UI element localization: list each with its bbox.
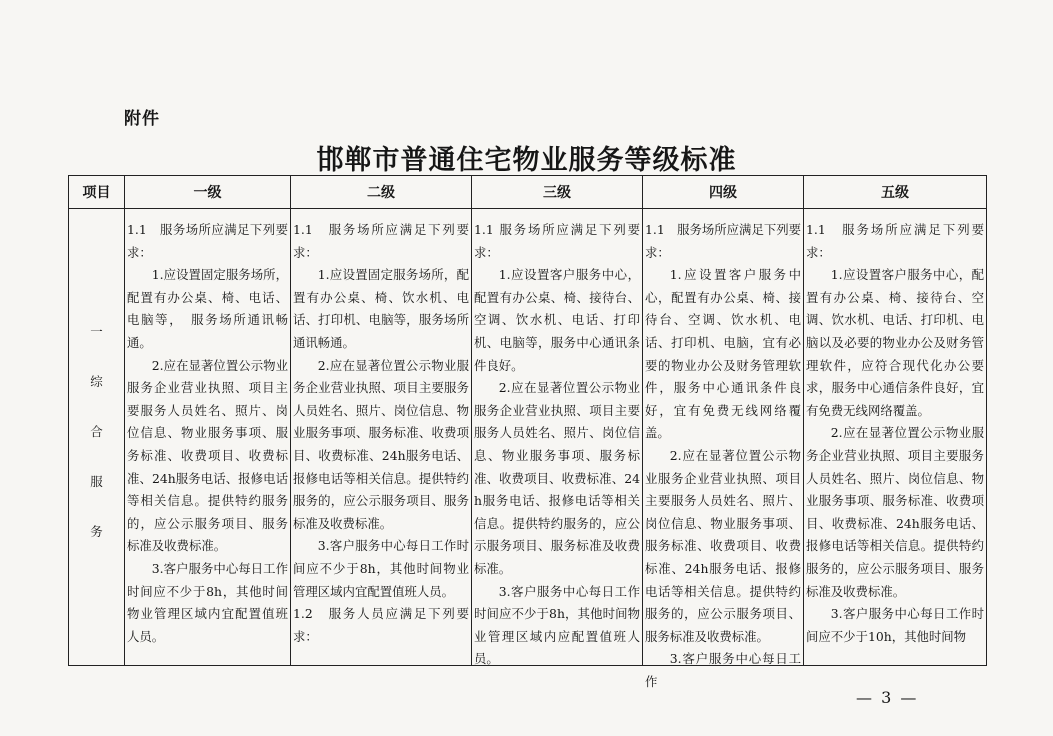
header-level-4: 四级 — [643, 176, 804, 209]
category-char: 服 — [90, 474, 103, 489]
level-3-para: 1.应设置客户服务中心，配置有办公桌、椅、接待台、空调、饮水机、电话、打印机、电脑等，服务中心通讯条件良好。 — [474, 267, 640, 373]
level-5-para: 2.应在显著位置公示物业服务企业营业执照、项目主要服务人员姓名、照片、岗位信息、物业服务事项、服务标准、收费项目、收费标准、24h服务电话、报修电话等相关信息。提供特约服务的，应公示服务项目、服务标准及收费标准。 — [806, 425, 984, 599]
level-2-para: 1.2 服务人员应满足下列要求： — [293, 606, 469, 644]
level-4-para: 1.应设置客户服务中心，配置有办公桌、椅、接待台、空调、饮水机、电话、打印机、电脑，宜有必要的物业办公及财务管理软件，服务中心通讯条件良好，宜有免费无线网络覆盖。 — [645, 267, 801, 441]
level-4-para: 3.客户服务中心每日工作 — [645, 651, 801, 689]
level-5-para: 1.1 服务场所应满足下列要求： — [806, 222, 984, 260]
level-2-cell — [291, 209, 472, 666]
header-level-2: 二级 — [291, 176, 472, 209]
level-5-para: 3.客户服务中心每日工作时间应不少于10h，其他时间物 — [806, 606, 984, 644]
level-4-cell — [643, 209, 804, 689]
table-header-row — [69, 176, 987, 209]
level-4-para: 2.应在显著位置公示物业服务企业营业执照、项目主要服务人员姓名、照片、岗位信息、物业服务事项、服务标准、收费项目、收费标准、24h服务电话、报修电话等相关信息。提供特约服务的，应公示服务项目、服务标准及收费标准。 — [645, 447, 801, 644]
category-char: 合 — [90, 424, 103, 439]
header-item: 项目 — [69, 176, 125, 209]
header-level-1: 一级 — [125, 176, 291, 209]
category-cell — [69, 209, 125, 666]
level-4-para: 1.1 服务场所应满足下列要求： — [645, 222, 802, 260]
level-1-para: 1.应设置固定服务场所，配置有办公桌、椅、电话、电脑等， 服务场所通讯畅通。 — [127, 267, 288, 350]
level-5-cell — [804, 209, 987, 666]
level-5-para: 1.应设置客户服务中心，配置有办公桌、椅、接待台、空调、饮水机、电话、打印机、电脑以及必要的物业办公及财务管理软件，应符合现代化办公要求，服务中心通信条件良好，宜有免费无线网络覆盖。 — [806, 267, 984, 418]
header-level-3: 三级 — [472, 176, 643, 209]
level-2-para: 2.应在显著位置公示物业服务企业营业执照、项目主要服务人员姓名、照片、岗位信息、物业服务事项、服务标准、收费项目、收费标准、24h服务电话、报修电话等相关信息。提供特约服务的，应公示服务项目、服务标准及收费标准。 — [293, 357, 469, 531]
category-char: 务 — [90, 524, 103, 539]
level-1-para: 2.应在显著位置公示物业服务企业营业执照、项目主要服务人员姓名、照片、岗位信息、物业服务事项、服务标准、收费项目、收费标准、24h服务电话、报修电话等相关信息。提供特约服务的，应公示服务项目、服务标准及收费标准。 — [127, 357, 288, 554]
page-number: — 3 — — [856, 688, 919, 707]
level-2-para: 3.客户服务中心每日工作时间应不少于8h，其他时间物业管理区域内宜配置值班人员。 — [293, 538, 469, 599]
level-1-para: 3.客户服务中心每日工作时间应不少于8h，其他时间物业管理区域内宜配置值班人员。 — [127, 560, 288, 644]
level-3-para: 2.应在显著位置公示物业服务企业营业执照、项目主要服务人员姓名、照片、岗位信息、物业服务事项、服务标准、收费项目、收费标准、24h服务电话、报修电话等相关信息。提供特约服务的，应公示服务项目、服务标准及收费标准。 — [474, 380, 640, 576]
category-char: 一 — [90, 324, 103, 339]
header-level-5: 五级 — [804, 176, 987, 209]
level-3-para: 1.1 服务场所应满足下列要求： — [474, 222, 640, 260]
level-3-para: 3.客户服务中心每日工作时间应不少于8h，其他时间物业管理区域内应配置值班人员。 — [474, 583, 640, 667]
level-2-para: 1.应设置固定服务场所，配置有办公桌、椅、饮水机、电话、打印机、电脑等，服务场所通讯畅通。 — [293, 267, 469, 350]
level-1-para: 1.1 服务场所应满足下列要求： — [127, 222, 288, 260]
table-row — [69, 209, 987, 666]
category-char: 综 — [90, 374, 103, 389]
document-title: 邯郸市普通住宅物业服务等级标准 — [316, 145, 737, 176]
level-1-cell — [125, 209, 291, 666]
service-level-table — [68, 175, 987, 689]
level-3-cell — [472, 209, 643, 666]
attachment-label: 附件 — [124, 109, 160, 129]
level-2-para: 1.1 服务场所应满足下列要求： — [293, 222, 469, 260]
